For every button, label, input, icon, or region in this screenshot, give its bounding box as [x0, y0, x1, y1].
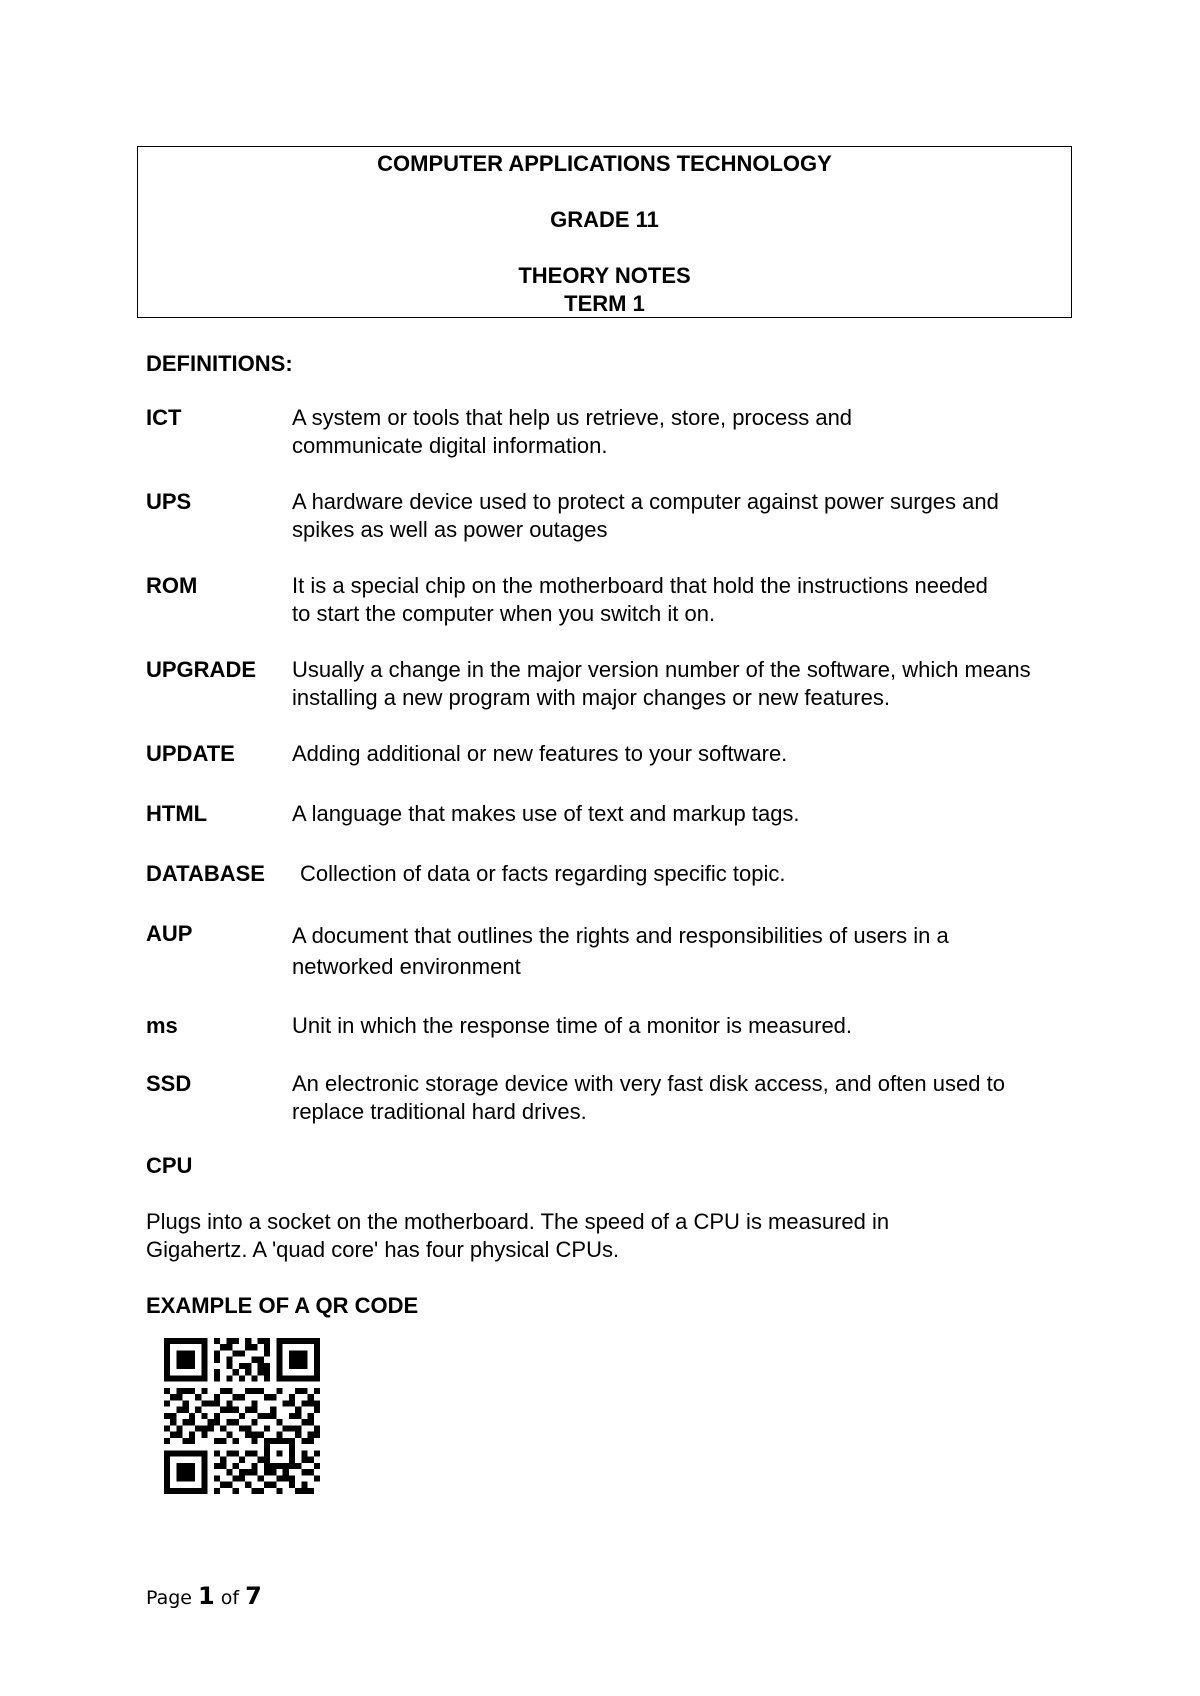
definition-term: ICT — [146, 405, 182, 430]
definition-term: HTML — [146, 801, 208, 826]
page-footer — [146, 1582, 262, 1610]
definition-text: Usually a change in the major version number of the software, which means installing a new program with major changes or new features. — [292, 657, 1031, 710]
definition-term: SSD — [146, 1071, 192, 1096]
definition-text: It is a special chip on the motherboard that hold the instructions needed to start the computer when you switch it on. — [292, 573, 988, 626]
cpu-paragraph: Plugs into a socket on the motherboard. The speed of a CPU is measured in Gigahertz. A 'quad core' has four physical CPUs. — [146, 1209, 890, 1262]
definition-text: An electronic storage device with very fast disk access, and often used to replace traditional hard drives. — [292, 1071, 1005, 1124]
definitions-heading: DEFINITIONS: — [146, 351, 293, 376]
definition-term: ms — [146, 1013, 178, 1038]
definition-text: Adding additional or new features to your software. — [292, 741, 788, 766]
definition-term: AUP — [146, 921, 193, 946]
subject-title: COMPUTER APPLICATIONS TECHNOLOGY — [377, 151, 832, 176]
notes-title: THEORY NOTES — [518, 263, 691, 288]
of-label: of — [220, 1587, 240, 1609]
definition-term: UPDATE — [146, 741, 235, 766]
definition-text: A language that makes use of text and markup tags. — [292, 801, 800, 826]
qr-heading: EXAMPLE OF A QR CODE — [146, 1293, 419, 1318]
cpu-heading: CPU — [146, 1153, 193, 1178]
qr-code-image — [164, 1338, 320, 1494]
title-box — [137, 146, 1072, 318]
definition-term: DATABASE — [146, 861, 265, 886]
grade-title: GRADE 11 — [550, 207, 659, 232]
current-page-number: 1 — [198, 1582, 215, 1610]
definition-text: Unit in which the response time of a monitor is measured. — [292, 1013, 853, 1038]
definition-text: Collection of data or facts regarding specific topic. — [300, 861, 786, 886]
definition-term: UPGRADE — [146, 657, 257, 682]
definition-term: ROM — [146, 573, 198, 598]
definition-text: A document that outlines the rights and responsibilities of users in a networked environment — [292, 923, 949, 979]
definition-text: A system or tools that help us retrieve, store, process and communicate digital information. — [292, 405, 853, 458]
definition-text: A hardware device used to protect a computer against power surges and spikes as well as power outages — [292, 489, 999, 542]
term-title: TERM 1 — [564, 291, 645, 316]
total-pages-number: 7 — [245, 1582, 262, 1610]
page-label: Page — [146, 1587, 192, 1609]
definition-term: UPS — [146, 489, 192, 514]
